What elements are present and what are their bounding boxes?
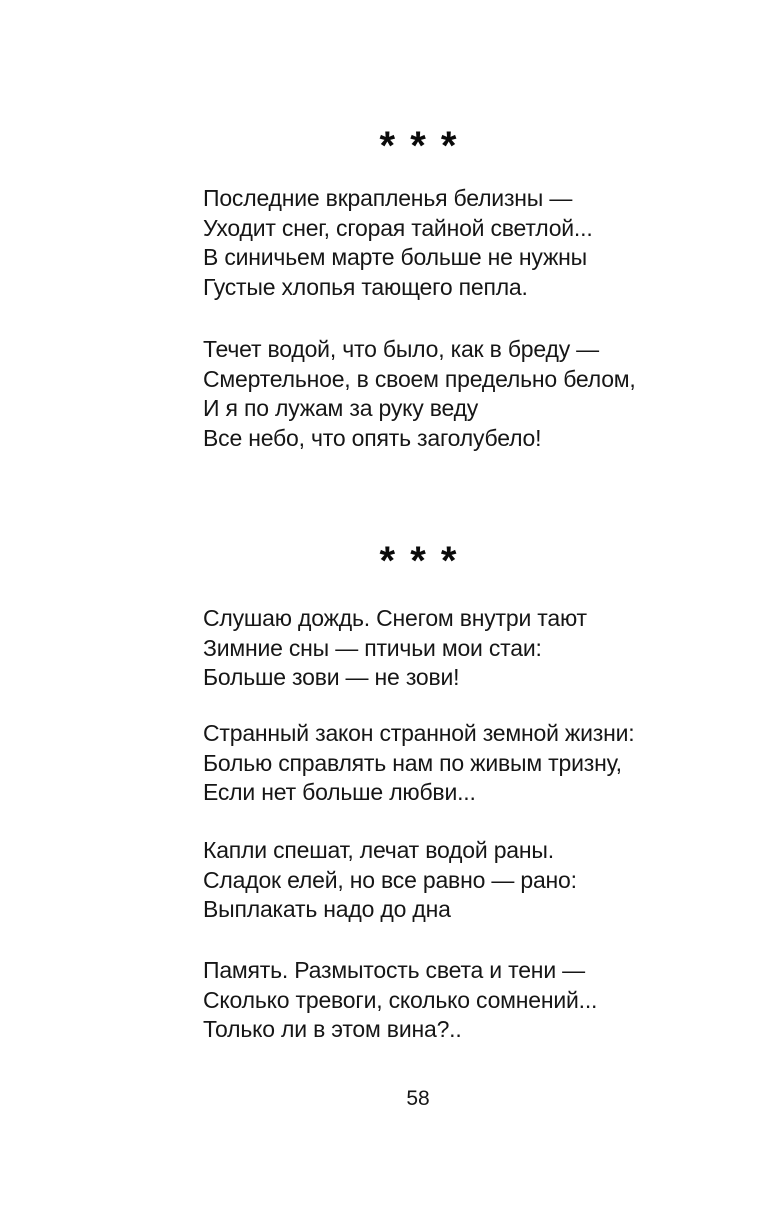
poem-line: Выплакать надо до дна xyxy=(203,896,451,922)
poem-line: Болью справлять нам по живым тризну, xyxy=(203,749,622,776)
poem-2-stanza-4 xyxy=(203,956,633,1045)
poem-2-stanza-2 xyxy=(203,719,633,808)
poem-line: Уходит снег, сгорая тайной светлой... xyxy=(203,214,593,241)
poem-line: Последние вкрапленья белизны — xyxy=(203,185,573,211)
poem-line: Течет водой, что было, как в бреду — xyxy=(203,336,599,362)
poem-line: Только ли в этом вина?.. xyxy=(203,1016,462,1042)
poem-line: Больше зови — не зови! xyxy=(203,664,460,690)
poem-line: Сладок елей, но все равно — рано: xyxy=(203,866,577,893)
poem-divider-asterisks: * * * xyxy=(379,539,457,583)
poem-line: Капли спешат, лечат водой раны. xyxy=(203,837,554,863)
poem-divider-asterisks: * * * xyxy=(379,124,457,168)
poem-line: Все небо, что опять заголубело! xyxy=(203,424,542,451)
poem-line: Если нет больше любви... xyxy=(203,779,476,805)
poem-1-stanza-1 xyxy=(203,184,633,302)
poem-line: Слушаю дождь. Снегом внутри тают xyxy=(203,605,587,631)
poem-line: В синичьем марте больше не нужны xyxy=(203,244,587,270)
poem-line: Сколько тревоги, сколько сомнений... xyxy=(203,986,598,1013)
poem-line: Зимние сны — птичьи мои стаи: xyxy=(203,634,542,661)
poem-line: И я по лужам за руку веду xyxy=(203,395,479,421)
poem-line: Память. Размытость света и тени — xyxy=(203,957,585,983)
page-number: 58 xyxy=(406,1087,430,1110)
poem-1-stanza-2 xyxy=(203,335,636,453)
poem-line: Странный закон странной земной жизни: xyxy=(203,720,635,746)
poem-2-stanza-3 xyxy=(203,836,633,925)
text-column xyxy=(203,0,636,1213)
poem-2-stanza-1 xyxy=(203,604,633,693)
poem-line: Смертельное, в своем предельно белом, xyxy=(203,365,636,392)
poem-line: Густые хлопья тающего пепла. xyxy=(203,273,528,300)
